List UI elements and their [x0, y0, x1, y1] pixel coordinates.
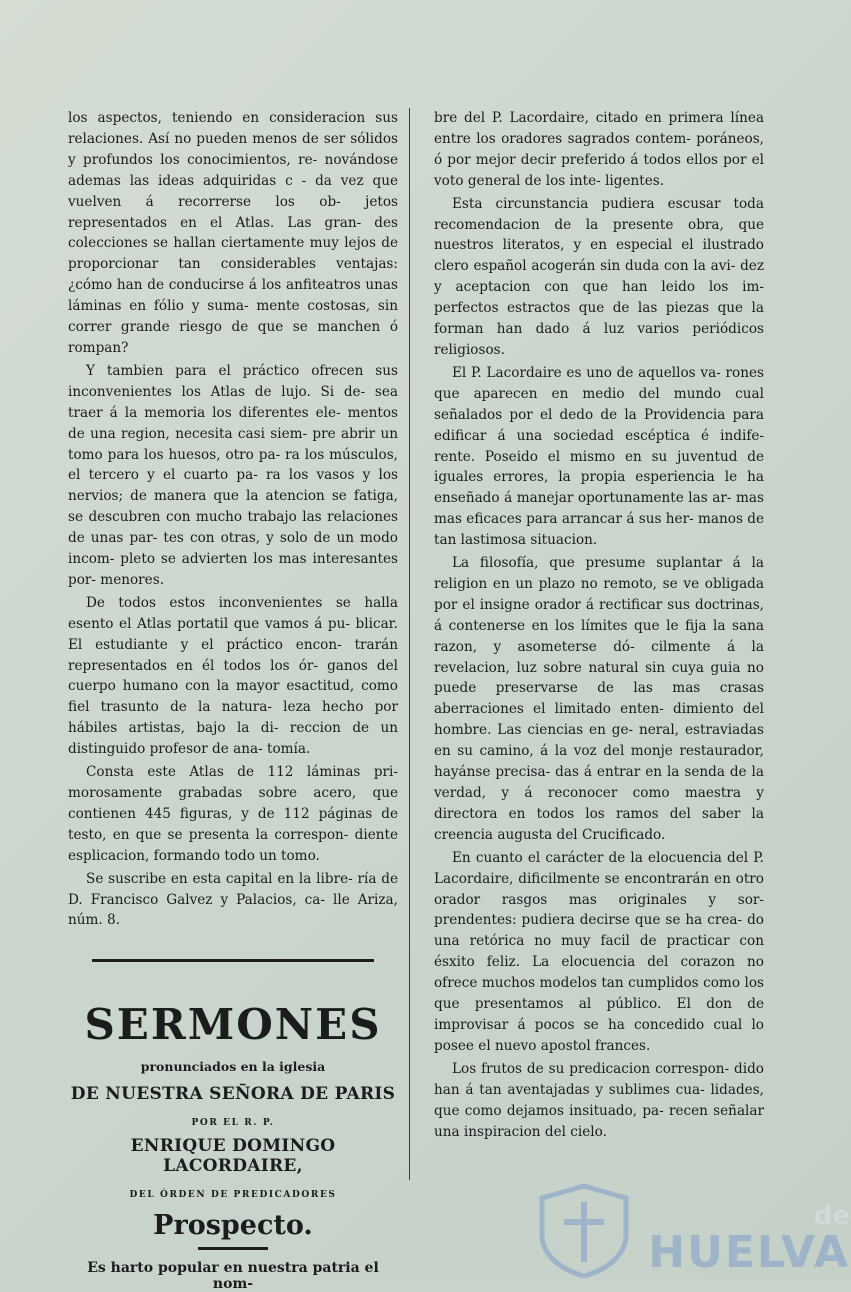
shield-logo-icon — [534, 1182, 634, 1278]
heading-ornament — [198, 1247, 268, 1250]
right-paragraph-4: La filosofía, que presume suplantar á la religion en un plazo no remoto, se ve obligada por el insigne orador á rectificar sus doctrinas, á contenerse en los límites que le fija la sana razon, y asometerse dó- cilmente á la revelacion, luz sobre natural sin cuya guia no puede preservarse de las mas crasas aberraciones el limitado enten- dimiento del hombre. Las ciencias en ge- neral, estraviadas en su camino, á la voz del monje restaurador, hayánse precisa- das á entrar en la senda de la verdad, y á reconocer como maestra y directora en todos los ramos del saber la creencia augusta del Crucificado. — [434, 555, 764, 843]
watermark-text — [648, 1201, 850, 1278]
right-paragraph-3: El P. Lacordaire es uno de aquellos va- rones que aparecen en medio del mundo cual señalados por el dedo de la Providencia para edificar á una sociedad escéptica é indife- rente. Poseido el mismo en su juventud de iguales errores, la propia esperiencia le ha enseñado á manejar oportunamente las ar- mas mas eficaces para arrancar á sus her- manos de tan lastimosa situacion. — [434, 364, 764, 549]
left-paragraph-5: Se suscribe en esta capital en la libre- ría de D. Francisco Galvez y Palacios, ca- lle Ariza, núm. 8. — [68, 870, 398, 929]
left-column — [68, 108, 398, 1292]
announcement-order: DEL ÓRDEN DE PREDICADORES — [129, 1189, 337, 1200]
announcement-subtitle: pronunciados en la iglesia — [140, 1058, 326, 1074]
announcement-author: ENRIQUE DOMINGO LACORDAIRE, — [130, 1135, 336, 1176]
right-paragraph-5: En cuanto el carácter de la elocuencia del P. Lacordaire, dificilmente se encontrarán en otro orador rasgos mas originales y sor- prendentes: pudiera decirse que se ha crea- do una retórica no muy facil de practicar con ésxito feliz. La elocuencia del corazon no ofrece muchos modelos tan cumplidos como los que presentamos al público. El don de improvisar á pocos se ha concedido cual lo posee el nuevo apostol frances. — [434, 849, 764, 1054]
right-paragraph-6: Los frutos de su predicacion correspon- dido han á tan aventajadas y sublimes cua- lidades, que como dejamos insituado, pa- recen señalar una inspiracion del cielo. — [434, 1060, 764, 1140]
watermark-small-text: de — [813, 1201, 850, 1231]
announcement-church: DE NUESTRA SEÑORA DE PARIS — [70, 1083, 396, 1104]
left-paragraph-4: Consta este Atlas de 112 láminas pri- morosamente grabadas sobre acero, que contienen 445 figuras, y de 112 páginas de testo, en que se presenta la correspon- diente esplicacion, formando todo un tomo. — [68, 764, 398, 864]
announcement-title: SERMONES — [84, 1000, 382, 1050]
left-paragraph-3: De todos estos inconvenientes se halla esento el Atlas portatil que vamos á pu- blicar. El estudiante y el práctico encon- trarán representados en él todos los ór- ganos del cuerpo humano con la mayor esactitud, como fiel trasunto de la natura- leza hecho por hábiles artistas, bajo la di- reccion de un distinguido profesor de ana- tomía. — [68, 594, 398, 758]
library-watermark — [440, 1168, 851, 1278]
section-divider — [92, 959, 374, 962]
announcement-by: POR EL R. P. — [191, 1117, 275, 1128]
prospecto-first-line: Es harto popular en nuestra patria el nom- — [87, 1259, 379, 1292]
prospecto-heading: Prospecto. — [153, 1209, 313, 1241]
left-paragraph-1: los aspectos, teniendo en consideracion sus relaciones. Así no pueden menos de ser sólidos y profundos los conocimientos, re- novándose ademas las ideas adquiridas c - da vez que vuelven á recorrerse los ob- jetos representados en el Atlas. Las gran- des colecciones se hallan ciertamente muy lejos de proporcionar tan considerables ventajas: ¿cómo han de conducirse á los anfiteatros unas láminas en fólio y suma- mente costosas, sin correr grande riesgo de que se manchen ó rompan? — [68, 110, 398, 356]
right-column — [434, 108, 764, 1144]
right-paragraph-2: Esta circunstancia pudiera escusar toda recomendacion de la presente obra, que nuestros literatos, y en especial el ilustrado clero español acogerán sin duda con la avi- dez y aceptacion con que han leido los im- perfectos estractos que de las piezas que la forman han dado á luz varios periódicos religiosos. — [434, 195, 764, 358]
column-divider — [409, 108, 410, 1180]
watermark-big-text: HUELVA — [648, 1227, 850, 1278]
left-paragraph-2: Y tambien para el práctico ofrecen sus inconvenientes los Atlas de lujo. Si de- sea traer á la memoria los diferentes ele- mentos de una region, necesita casi siem- pre abrir un tomo para los huesos, otro pa- ra los músculos, el tercero y el cuarto pa- ra los vasos y los nervios; de manera que la atencion se fatiga, se descubren con mucho trabajo las relaciones de unas par- tes con otras, y solo de un modo incom- pleto se advierten los mas interesantes por- menores. — [68, 362, 398, 588]
sermones-announcement — [68, 1002, 398, 1291]
right-paragraph-1: bre del P. Lacordaire, citado en primera línea entre los oradores sagrados contem- poráneos, ó por mejor decir preferido á todos ellos por el voto general de los inte- ligentes. — [434, 110, 764, 189]
